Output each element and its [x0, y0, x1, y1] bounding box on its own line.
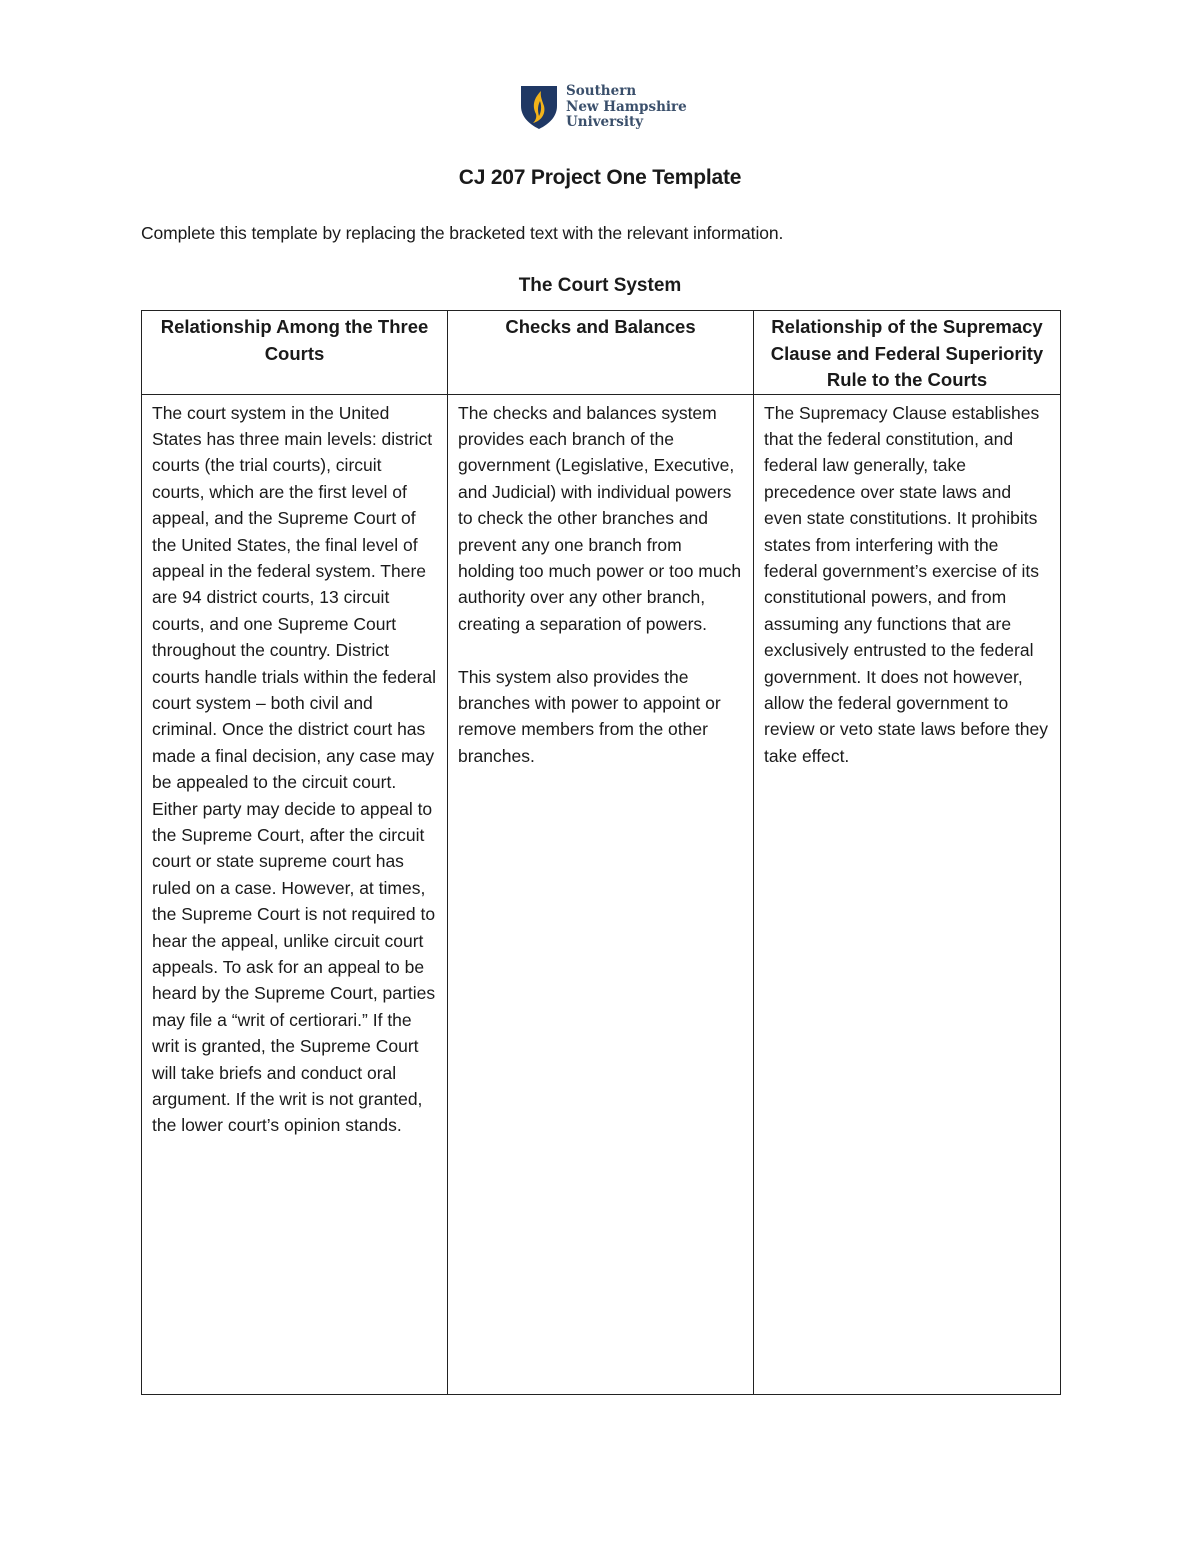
header-checks-and-balances: Checks and Balances	[448, 311, 754, 395]
checks-balances-paragraph-2: This system also provides the branches with power to appoint or remove members from the other branches.	[458, 666, 721, 766]
cell-relationship-among-courts	[142, 394, 448, 1395]
court-system-table	[141, 310, 1061, 1395]
header-relationship-among-courts: Relationship Among the Three Courts	[142, 311, 448, 395]
shield-flame-icon	[520, 84, 558, 130]
logo-wordmark	[566, 84, 687, 131]
cell-supremacy-clause	[754, 394, 1061, 1395]
logo-line-3: University	[566, 114, 644, 130]
instructions-text: Complete this template by replacing the bracketed text with the relevant information.	[141, 223, 784, 243]
logo-line-1: Southern	[566, 83, 637, 99]
section-title: The Court System	[518, 275, 682, 296]
cell-checks-and-balances	[448, 394, 754, 1395]
header-supremacy-clause: Relationship of the Supremacy Clause and Federal Superiority Rule to the Courts	[754, 311, 1061, 395]
logo-line-2: New Hampshire	[566, 98, 687, 115]
document-title: CJ 207 Project One Template	[458, 166, 742, 189]
supremacy-clause-text: The Supremacy Clause establishes that the federal constitution, and federal law generally, take precedence over state laws and even state constitutions. It prohibits states from interfering with the federal government’s exercise of its constitutional powers, and from assuming any functions that are exclusively entrusted to the federal government. It does not however, allow the federal government to review or veto state laws before they take effect.	[764, 402, 1049, 766]
table-row	[142, 394, 1061, 1395]
university-logo	[520, 84, 687, 131]
table-header-row	[142, 311, 1061, 395]
checks-balances-paragraph-1: The checks and balances system provides each branch of the government (Legislative, Executive, and Judicial) with individual powers to check the other branches and prevent any one branch from holding too much power or too much authority over any other branch, creating a separation of powers.	[458, 402, 742, 634]
relationship-text: The court system in the United States has three main levels: district courts (the trial courts), circuit courts, which are the first level of appeal, and the Supreme Court of the United States, the final level of appeal in the federal system. There are 94 district courts, 13 circuit courts, and one Supreme Court throughout the country. District courts handle trials within the federal court system – both civil and criminal. Once the district court has made a final decision, any case may be appealed to the circuit court. Either party may decide to appeal to the Supreme Court, after the circuit court or state supreme court has ruled on a case. However, at times, the Supreme Court is not required to hear the appeal, unlike circuit court appeals. To ask for an appeal to be heard by the Supreme Court, parties may file a “writ of certiorari.” If the writ is granted, the Supreme Court will take briefs and conduct oral argument. If the writ is not granted, the lower court’s opinion stands.	[152, 402, 437, 1136]
